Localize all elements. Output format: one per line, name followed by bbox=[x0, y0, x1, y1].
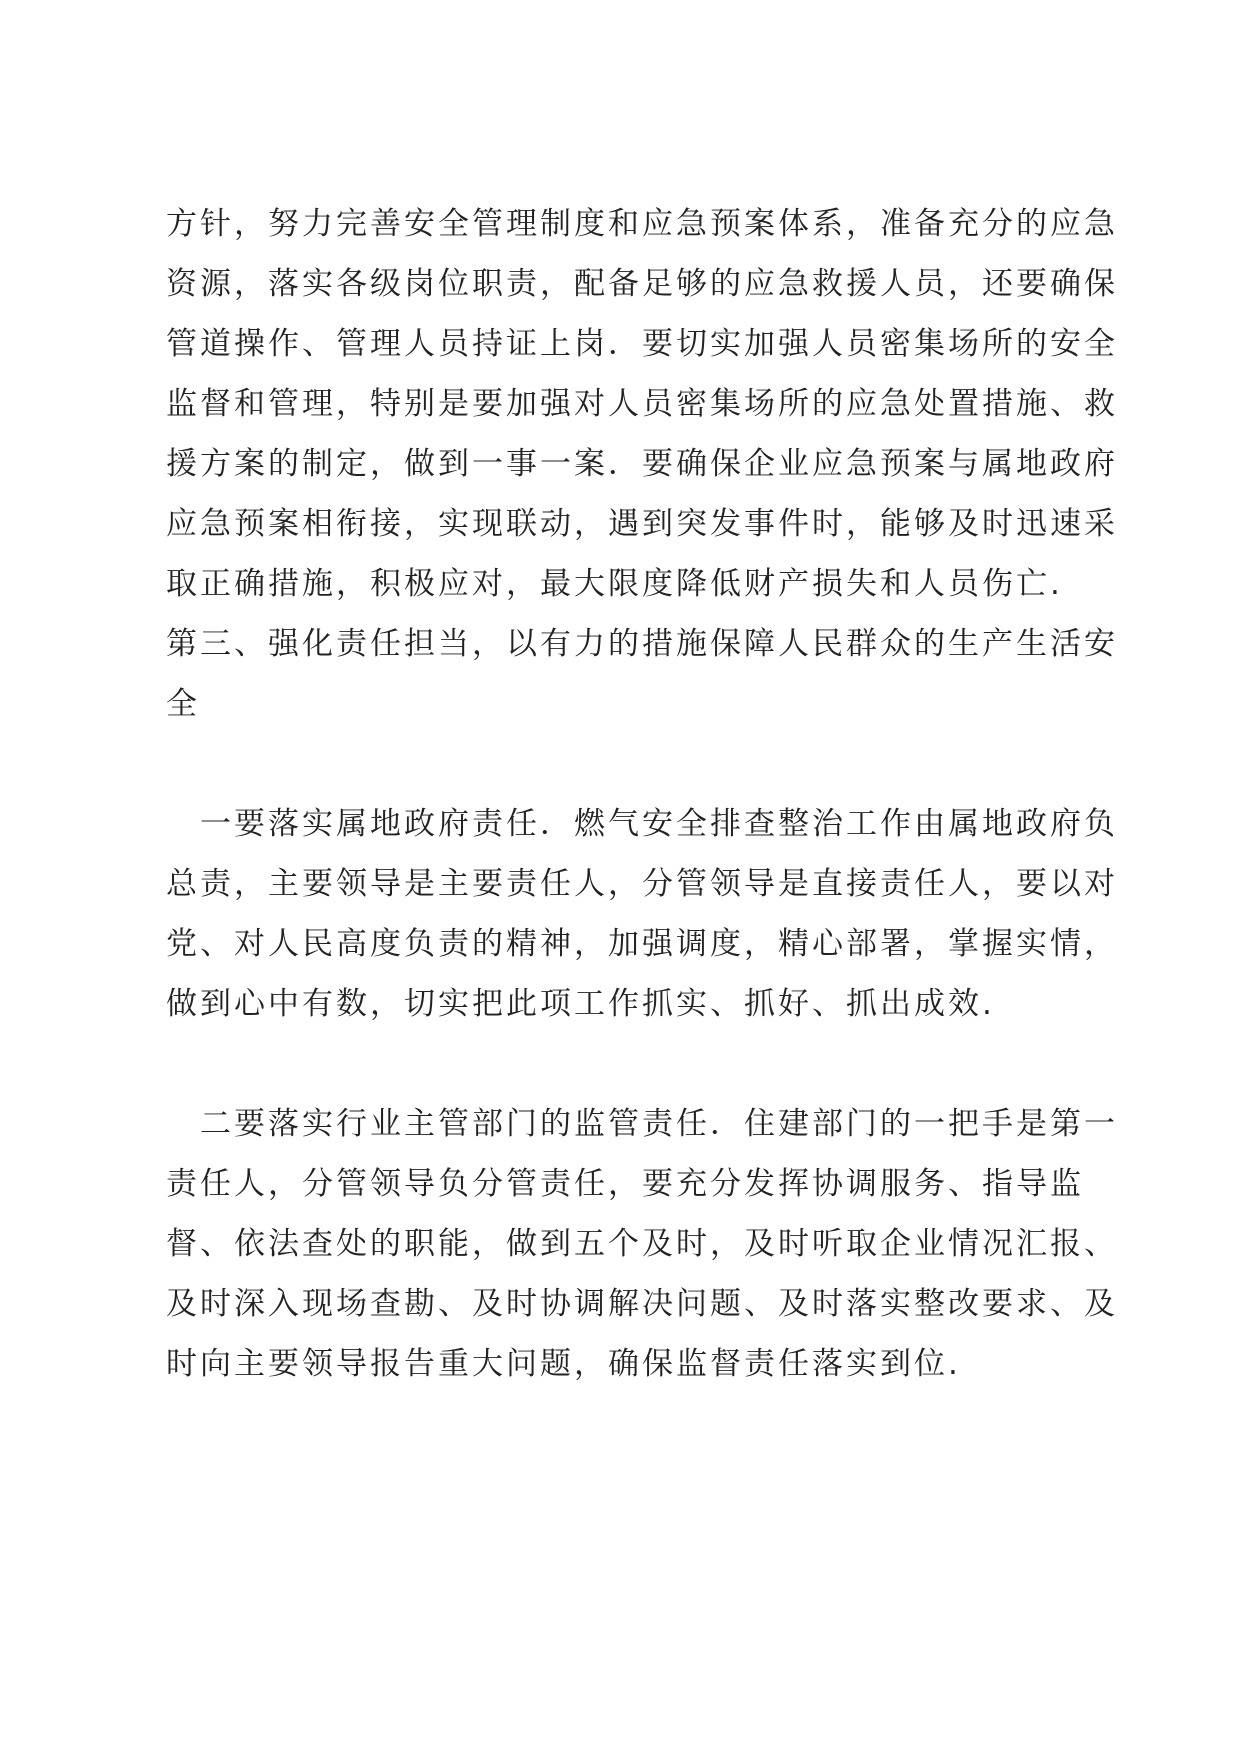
text-line-3: 管道操作、管理人员持证上岗．要切实加强人员密集场所的安全 bbox=[166, 326, 1118, 362]
section-heading-3: 第三、强化责任担当，以有力的措施保障人民群众的生产生活安 bbox=[166, 626, 1118, 662]
paragraph-1-line-1: 一要落实属地政府责任．燃气安全排查整治工作由属地政府负 bbox=[200, 806, 1118, 842]
paragraph-1-line-4: 做到心中有数，切实把此项工作抓实、抓好、抓出成效. bbox=[166, 986, 995, 1022]
paragraph-2-line-2: 责任人，分管领导负分管责任，要充分发挥协调服务、指导监 bbox=[166, 1166, 1084, 1202]
paragraph-1-line-2: 总责，主要领导是主要责任人，分管领导是直接责任人，要以对 bbox=[166, 866, 1118, 902]
text-line-4: 监督和管理，特别是要加强对人员密集场所的应急处置措施、救 bbox=[166, 386, 1118, 422]
paragraph-2-line-1: 二要落实行业主管部门的监管责任．住建部门的一把手是第一 bbox=[200, 1106, 1118, 1142]
text-line-1: 方针，努力完善安全管理制度和应急预案体系，准备充分的应急 bbox=[166, 206, 1118, 242]
text-line-2: 资源，落实各级岗位职责，配备足够的应急救援人员，还要确保 bbox=[166, 266, 1118, 302]
text-line-7: 取正确措施，积极应对，最大限度降低财产损失和人员伤亡. bbox=[166, 566, 1063, 602]
paragraph-2-line-4: 及时深入现场查勘、及时协调解决问题、及时落实整改要求、及 bbox=[166, 1286, 1118, 1322]
paragraph-2-line-5: 时向主要领导报告重大问题，确保监督责任落实到位. bbox=[166, 1346, 961, 1382]
section-heading-3-cont: 全 bbox=[166, 686, 200, 722]
paragraph-2-line-3: 督、依法查处的职能，做到五个及时，及时听取企业情况汇报、 bbox=[166, 1226, 1118, 1262]
text-line-6: 应急预案相衔接，实现联动，遇到突发事件时，能够及时迅速采 bbox=[166, 506, 1118, 542]
text-line-5: 援方案的制定，做到一事一案．要确保企业应急预案与属地政府 bbox=[166, 446, 1118, 482]
paragraph-1-line-3: 党、对人民高度负责的精神，加强调度，精心部署，掌握实情， bbox=[166, 926, 1118, 962]
